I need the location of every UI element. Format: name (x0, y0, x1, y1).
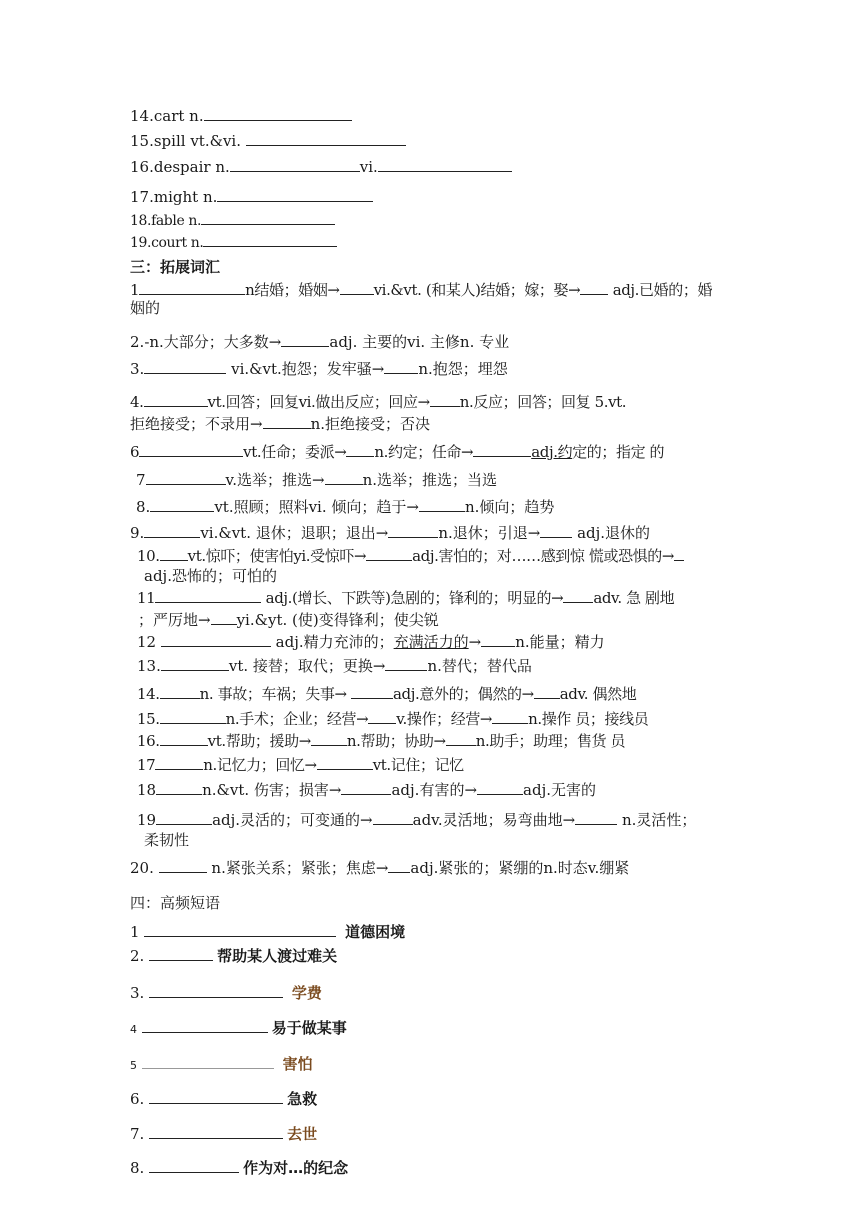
item-number: 19. (130, 235, 152, 251)
answer-blank[interactable] (149, 946, 213, 961)
answer-blank[interactable] (149, 1089, 283, 1104)
ext-item-1: 1 n结婚；婚姻→ vi.&vt. (和某人)结婚；嫁；娶→ adj.已婚的；婚 (130, 281, 713, 299)
answer-blank[interactable] (160, 546, 188, 561)
ext-item-4-cont: 拒绝接受；不录用→ n.拒绝接受；否决 (130, 415, 431, 433)
item-number: 17. (130, 188, 154, 206)
answer-blank[interactable] (473, 442, 531, 457)
ext-item-11-cont: ；严厉地→ yi.&yt. (使)变得锋利；使尖锐 (138, 611, 439, 629)
ext-item-19-cont: 柔韧性 (144, 831, 190, 849)
ext-item-13: 13. vt. 接替；取代；更换→ n.替代；替代品 (137, 657, 532, 675)
section-4-title: 四：高频短语 (130, 894, 221, 912)
item-number: 16. (130, 158, 154, 176)
item-word: despair n. (153, 158, 230, 176)
answer-blank[interactable] (325, 470, 363, 485)
answer-blank[interactable] (146, 470, 226, 485)
answer-blank[interactable] (351, 684, 393, 699)
vocab-item-15 (130, 131, 406, 151)
vocab-item-18 (130, 210, 335, 231)
answer-blank[interactable] (373, 810, 413, 825)
answer-blank[interactable] (446, 731, 476, 746)
answer-blank[interactable] (160, 731, 208, 746)
answer-blank[interactable] (155, 588, 261, 603)
answer-blank[interactable] (149, 1124, 283, 1139)
phrase-item-4: 4 易于做某事 (130, 1019, 347, 1037)
answer-blank[interactable] (149, 1158, 239, 1173)
answer-blank[interactable] (477, 780, 523, 795)
ext-item-10-cont: adj.恐怖的；可怕的 (144, 567, 277, 585)
answer-blank[interactable] (580, 280, 608, 295)
answer-blank[interactable] (317, 755, 373, 770)
ext-item-16: 16. vt.帮助；援助→ n.帮助；协助→ n.助手；助理；售货 员 (137, 732, 626, 750)
answer-blank[interactable] (385, 656, 427, 671)
ext-item-9: 9. vi.&vt. 退休；退职；退出→ n.退休；引退→ adj.退休的 (130, 524, 651, 542)
item-word: spill vt.&vi. (153, 132, 241, 150)
answer-blank[interactable] (139, 280, 245, 295)
answer-blank[interactable] (160, 684, 200, 699)
vocab-item-17 (130, 187, 373, 207)
answer-blank[interactable] (368, 709, 396, 724)
ext-item-18: 18 n.&vt. 伤害；损害→ adj.有害的→ adj.无害的 (137, 781, 596, 799)
item-number: 14. (130, 107, 154, 125)
answer-blank[interactable] (161, 632, 271, 647)
ext-item-2: 2.-n.大部分；大多数→ adj. 主要的vi. 主修n. 专业 (130, 333, 510, 351)
ext-item-10: 10. vt.惊吓；使害怕yi.受惊吓→ adj.害怕的；对……感到惊 慌或恐惧的→ (137, 546, 684, 566)
answer-blank[interactable] (263, 414, 311, 429)
answer-blank[interactable] (156, 810, 212, 825)
answer-blank[interactable] (388, 523, 438, 538)
answer-blank[interactable] (144, 523, 200, 538)
answer-blank[interactable] (366, 546, 412, 561)
answer-blank[interactable] (230, 157, 360, 172)
phrase-item-5: 5 害怕 (130, 1055, 313, 1073)
item-word: court n. (151, 235, 204, 251)
phrase-item-7: 7. 去世 (130, 1125, 318, 1143)
answer-blank[interactable] (201, 210, 335, 225)
answer-blank[interactable] (211, 610, 237, 625)
item-word: might n. (153, 188, 218, 206)
answer-blank[interactable] (204, 106, 352, 121)
ext-item-15: 15. n.手术；企业；经营→ v.操作；经营→ n.操作 员；接线员 (137, 710, 649, 728)
answer-blank[interactable] (156, 780, 202, 795)
answer-blank[interactable] (346, 442, 374, 457)
vocab-item-16 (130, 157, 512, 177)
answer-blank[interactable] (388, 858, 410, 873)
answer-blank[interactable] (160, 709, 226, 724)
answer-blank[interactable] (384, 359, 418, 374)
answer-blank[interactable] (139, 442, 243, 457)
answer-blank[interactable] (144, 922, 336, 937)
vocab-item-14 (130, 106, 352, 126)
ext-item-14: 14. n. 事故；车祸；失事→ adj.意外的；偶然的→ adv. 偶然地 (137, 685, 637, 703)
answer-blank[interactable] (155, 755, 203, 770)
section-3-title: 三：拓展词汇 (130, 258, 221, 276)
phrase-item-1: 1 道德困境 (130, 923, 406, 941)
ext-item-17: 17 n.记忆力；回忆→ vt.记住；记忆 (137, 756, 464, 774)
ext-item-8: 8. vt.照顾；照料vi. 倾向；趋于→ n.倾向；趋势 (136, 498, 555, 516)
ext-item-7: 7 v.选举；推选→ n.选举；推选；当选 (136, 471, 498, 489)
answer-blank[interactable] (378, 157, 512, 172)
phrase-item-2: 2. 帮助某人渡过难关 (130, 947, 338, 965)
answer-blank[interactable] (540, 523, 572, 538)
answer-blank[interactable] (674, 546, 684, 561)
answer-blank[interactable] (281, 332, 329, 347)
answer-blank[interactable] (430, 392, 460, 407)
answer-blank[interactable] (575, 810, 617, 825)
answer-blank[interactable] (563, 588, 593, 603)
phrase-item-8: 8. 作为对…的纪念 (130, 1159, 349, 1177)
answer-blank[interactable] (246, 131, 406, 146)
phrase-item-6: 6. 急救 (130, 1090, 318, 1108)
ext-item-11: 11 adj.(增长、下跌等)急剧的；锋利的；明显的→ adv. 急 剧地 (137, 589, 675, 607)
ext-item-3: 3. vi.&vt.抱怨；发牢骚→ n.抱怨；埋怨 (130, 360, 508, 378)
answer-blank[interactable] (203, 232, 337, 247)
answer-blank[interactable] (142, 1054, 274, 1069)
answer-blank[interactable] (311, 731, 347, 746)
answer-blank[interactable] (161, 656, 229, 671)
answer-blank[interactable] (159, 858, 207, 873)
ext-item-4: 4. vt.回答；回复vi.做出反应；回应→ n.反应；回答；回复 5.vt. (130, 393, 627, 411)
answer-blank[interactable] (340, 280, 374, 295)
item-word: fable n. (151, 213, 202, 229)
item-extra: vi. (359, 158, 378, 176)
answer-blank[interactable] (481, 632, 515, 647)
ext-item-1-cont: 姻的 (130, 299, 161, 317)
vocab-item-19 (130, 232, 337, 253)
answer-blank[interactable] (144, 392, 208, 407)
ext-item-12: 12 adj.精力充沛的；充满活力的→ n.能量；精力 (137, 633, 605, 651)
ext-item-19: 19 adj.灵活的；可变通的→ adv.灵活地；易弯曲地→ n.灵活性； (137, 811, 697, 829)
phrase-item-3: 3. 学费 (130, 984, 322, 1002)
answer-blank[interactable] (217, 187, 373, 202)
item-number: 15. (130, 132, 154, 150)
answer-blank[interactable] (150, 497, 214, 512)
answer-blank[interactable] (419, 497, 465, 512)
ext-item-6: 6 vt.任命；委派→ n.约定；任命→ adj.约定的；指定 的 (130, 443, 665, 461)
ext-item-20: 20. n.紧张关系；紧张；焦虑→ adj.紧张的；紧绷的n.时态v.绷紧 (130, 859, 630, 877)
answer-blank[interactable] (341, 780, 391, 795)
answer-blank[interactable] (142, 1018, 268, 1033)
item-number: 18. (130, 213, 152, 229)
answer-blank[interactable] (149, 983, 283, 998)
answer-blank[interactable] (534, 684, 560, 699)
item-word: cart n. (153, 107, 204, 125)
answer-blank[interactable] (492, 709, 528, 724)
answer-blank[interactable] (144, 359, 226, 374)
